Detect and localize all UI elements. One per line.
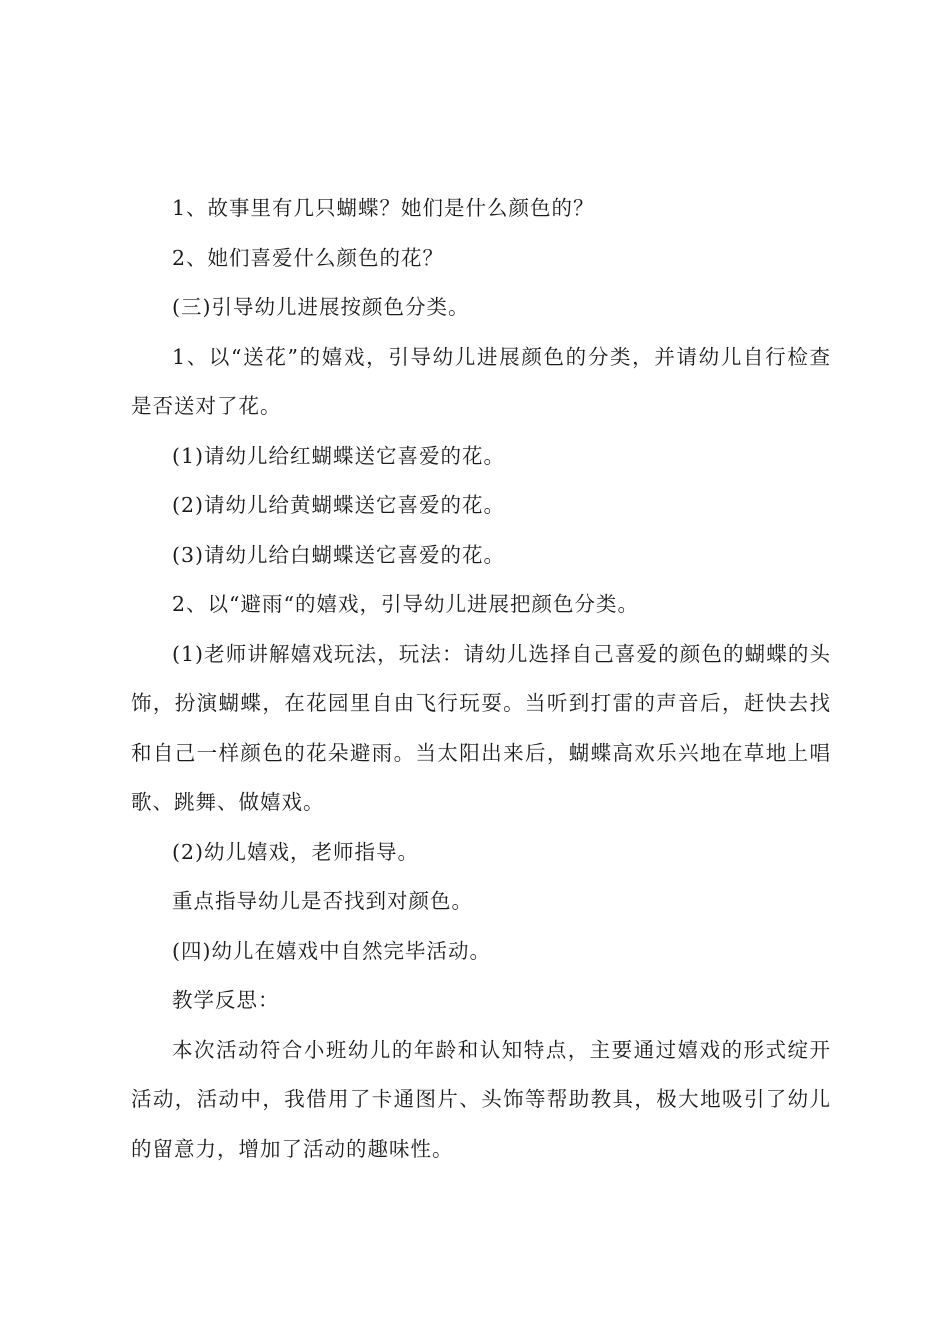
document-body bbox=[131, 184, 831, 1174]
paragraph-key-guidance: 重点指导幼儿是否找到对颜色。 bbox=[172, 889, 473, 913]
section-heading-3: (三)引导幼儿进展按颜色分类。 bbox=[172, 295, 470, 319]
paragraph-yellow-butterfly: (2)请幼儿给黄蝴蝶送它喜爱的花。 bbox=[172, 493, 506, 517]
paragraph-red-butterfly: (1)请幼儿给红蝴蝶送它喜爱的花。 bbox=[172, 443, 506, 468]
section-heading-4: (四)幼儿在嬉戏中自然完毕活动。 bbox=[172, 938, 491, 963]
paragraph-question-1: 1、故事里有几只蝴蝶？她们是什么颜色的？ bbox=[172, 196, 595, 220]
paragraph-reflection: 本次活动符合小班幼儿的年龄和认知特点，主要通过嬉戏的形式绽开活动，活动中，我借用了卡通图片、头饰等帮助教具，极大地吸引了幼儿的留意力，增加了活动的趣味性。 bbox=[131, 1037, 831, 1161]
reflection-heading: 教学反思： bbox=[172, 988, 280, 1012]
paragraph-game-rules: (1)老师讲解嬉戏玩法，玩法：请幼儿选择自己喜爱的颜色的蝴蝶的头饰，扮演蝴蝶，在花园里自由飞行玩耍。当听到打雷的声音后，赶快去找和自己一样颜色的花朵避雨。当太阳出来后，蝴蝶高欢乐兴地在草地上唱歌、跳舞、做嬉戏。 bbox=[131, 641, 831, 814]
paragraph-rain-game: 2、以“避雨“的嬉戏，引导幼儿进展把颜色分类。 bbox=[172, 592, 640, 616]
paragraph-children-play: (2)幼儿嬉戏，老师指导。 bbox=[172, 839, 420, 864]
paragraph-white-butterfly: (3)请幼儿给白蝴蝶送它喜爱的花。 bbox=[172, 542, 506, 567]
paragraph-flower-game: 1、以“送花”的嬉戏，引导幼儿进展颜色的分类，并请幼儿自行检查是否送对了花。 bbox=[131, 344, 831, 418]
paragraph-question-2: 2、她们喜爱什么颜色的花？ bbox=[172, 245, 445, 270]
